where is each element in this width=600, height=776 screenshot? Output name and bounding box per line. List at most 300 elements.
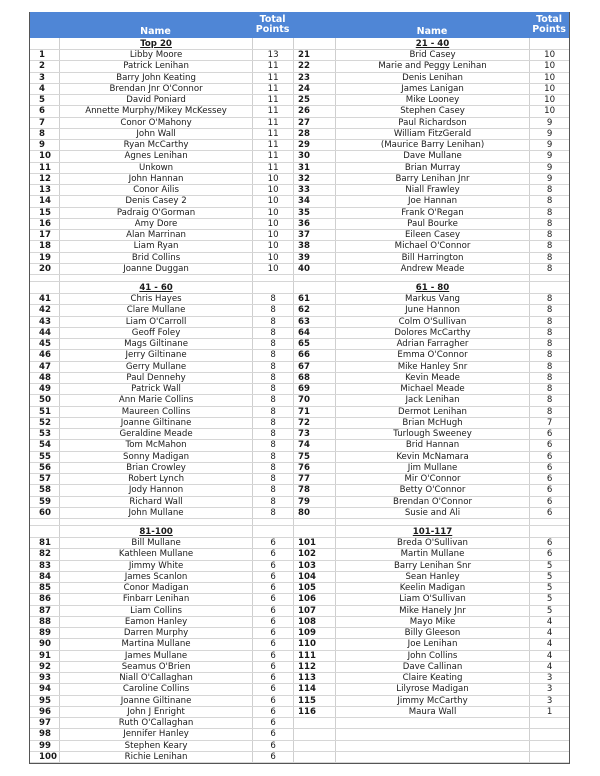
name-cell: Lilyrose Madigan xyxy=(335,684,529,694)
rank-cell: 94 xyxy=(39,684,51,695)
rank-cell: 71 xyxy=(293,407,335,417)
name-cell: Unkown xyxy=(59,163,252,173)
name-cell: James Lanigan xyxy=(335,84,529,94)
points-cell: 8 xyxy=(529,373,569,383)
name-cell: Mir O'Connor xyxy=(335,474,529,484)
points-cell: 8 xyxy=(252,362,293,372)
rank-cell: 53 xyxy=(39,429,51,439)
rank-cell: 82 xyxy=(39,549,51,560)
name-cell: Padraig O'Gorman xyxy=(59,208,252,218)
table-row xyxy=(30,384,569,395)
name-cell: Annette Murphy/Mikey McKessey xyxy=(59,106,252,116)
points-cell: 6 xyxy=(529,497,569,507)
name-cell: Geoff Foley xyxy=(59,328,252,338)
points-cell: 6 xyxy=(529,463,569,473)
empty-cell xyxy=(529,38,569,49)
points-cell xyxy=(529,718,569,728)
points-cell: 11 xyxy=(252,73,293,83)
rank-cell: 78 xyxy=(293,485,335,495)
empty-cell xyxy=(30,526,59,537)
points-cell: 4 xyxy=(529,617,569,627)
name-cell: Bill Mullane xyxy=(59,538,252,548)
leaderboard-table xyxy=(29,12,570,764)
rank-cell: 16 xyxy=(39,218,51,229)
rank-cell: 34 xyxy=(293,196,335,206)
name-cell: James Mullane xyxy=(59,651,252,661)
table-row xyxy=(30,118,569,129)
table-row xyxy=(30,339,569,350)
points-cell: 6 xyxy=(529,440,569,450)
points-cell: 9 xyxy=(529,163,569,173)
name-cell: Michael Meade xyxy=(335,384,529,394)
name-cell: Chris Hayes xyxy=(59,294,252,304)
name-cell: Liam O'Sullivan xyxy=(335,594,529,604)
name-cell xyxy=(335,718,529,728)
name-cell: Brian McHugh xyxy=(335,418,529,428)
table-row xyxy=(30,294,569,305)
header-total-points-2 xyxy=(529,12,569,38)
empty-cell xyxy=(59,519,252,525)
rank-cell: 80 xyxy=(293,508,335,518)
name-cell: Darren Murphy xyxy=(59,628,252,638)
points-cell: 6 xyxy=(252,707,293,717)
name-cell: Kathleen Mullane xyxy=(59,549,252,559)
points-cell xyxy=(529,729,569,739)
name-cell: Ann Marie Collins xyxy=(59,395,252,405)
rank-cell: 59 xyxy=(39,496,51,507)
header-points-line2-2: Points xyxy=(532,23,566,35)
rank-cell: 52 xyxy=(39,417,51,428)
points-cell: 8 xyxy=(252,407,293,417)
name-cell: Brian Murray xyxy=(335,163,529,173)
rank-cell: 74 xyxy=(293,440,335,450)
name-cell: June Hannon xyxy=(335,305,529,315)
points-cell: 10 xyxy=(252,253,293,263)
points-cell: 8 xyxy=(529,219,569,229)
section-title: 101-117 xyxy=(335,526,529,537)
table-row xyxy=(30,140,569,151)
points-cell: 6 xyxy=(252,752,293,762)
table-row xyxy=(30,497,569,508)
points-cell xyxy=(529,752,569,762)
points-cell: 8 xyxy=(252,474,293,484)
points-cell: 11 xyxy=(252,140,293,150)
name-cell: John Collins xyxy=(335,651,529,661)
name-cell: Susie and Ali xyxy=(335,508,529,518)
table-row xyxy=(30,673,569,684)
table-row xyxy=(30,196,569,207)
points-cell: 11 xyxy=(252,129,293,139)
points-cell: 8 xyxy=(252,395,293,405)
rank-cell: 61 xyxy=(293,294,335,304)
empty-cell xyxy=(252,519,293,525)
name-cell: Amy Dore xyxy=(59,219,252,229)
rank-cell: 31 xyxy=(293,163,335,173)
rank-cell: 11 xyxy=(39,162,51,173)
points-cell: 6 xyxy=(252,662,293,672)
rank-cell: 26 xyxy=(293,106,335,116)
table-row xyxy=(30,628,569,639)
rank-cell: 81 xyxy=(39,538,51,548)
name-cell: Barry John Keating xyxy=(59,73,252,83)
name-cell: Conor Madigan xyxy=(59,583,252,593)
name-cell: James Scanlon xyxy=(59,572,252,582)
empty-cell xyxy=(335,275,529,281)
rank-cell: 106 xyxy=(293,594,335,604)
name-cell: Patrick Lenihan xyxy=(59,61,252,71)
points-cell: 8 xyxy=(529,305,569,315)
name-cell: Mayo Mike xyxy=(335,617,529,627)
rank-cell: 20 xyxy=(39,263,51,274)
empty-cell xyxy=(30,282,59,293)
rank-cell: 14 xyxy=(39,196,51,207)
name-cell: Conor Ailis xyxy=(59,185,252,195)
rank-cell: 108 xyxy=(293,617,335,627)
points-cell: 9 xyxy=(529,118,569,128)
points-cell: 11 xyxy=(252,163,293,173)
rank-cell: 113 xyxy=(293,673,335,683)
name-cell: Mags Giltinane xyxy=(59,339,252,349)
rank-cell: 85 xyxy=(39,583,51,593)
rank-cell: 104 xyxy=(293,572,335,582)
name-cell: Finbarr Lenihan xyxy=(59,594,252,604)
header-points-line1-2: Total xyxy=(536,13,563,25)
name-cell: Liam O'Carroll xyxy=(59,317,252,327)
rank-cell xyxy=(293,729,335,739)
name-cell: Mike Hanely Jnr xyxy=(335,606,529,616)
rank-cell: 55 xyxy=(39,451,51,462)
name-cell: Billy Gleeson xyxy=(335,628,529,638)
points-cell: 8 xyxy=(529,350,569,360)
section-title: 81-100 xyxy=(59,526,252,537)
name-cell xyxy=(335,741,529,751)
name-cell: Conor O'Mahony xyxy=(59,118,252,128)
table-row xyxy=(30,253,569,264)
rank-cell: 84 xyxy=(39,571,51,582)
name-cell: (Maurice Barry Lenihan) xyxy=(335,140,529,150)
points-cell: 10 xyxy=(529,95,569,105)
rank-cell: 43 xyxy=(39,316,51,327)
empty-cell xyxy=(252,282,293,293)
name-cell: Mike Looney xyxy=(335,95,529,105)
name-cell xyxy=(335,729,529,739)
name-cell: Clare Mullane xyxy=(59,305,252,315)
points-cell: 6 xyxy=(529,508,569,518)
rank-cell: 90 xyxy=(39,639,51,650)
rank-cell: 101 xyxy=(293,538,335,548)
points-cell: 9 xyxy=(529,140,569,150)
name-cell: Ruth O'Callaghan xyxy=(59,718,252,728)
name-cell: Jimmy McCarthy xyxy=(335,696,529,706)
name-cell: Niall O'Callaghan xyxy=(59,673,252,683)
table-row xyxy=(30,684,569,695)
points-cell: 8 xyxy=(252,373,293,383)
name-cell: Jimmy White xyxy=(59,561,252,571)
points-cell: 8 xyxy=(252,497,293,507)
points-cell: 6 xyxy=(529,485,569,495)
table-row xyxy=(30,185,569,196)
points-cell: 8 xyxy=(529,395,569,405)
table-row xyxy=(30,617,569,628)
empty-cell xyxy=(293,275,335,281)
rank-cell: 27 xyxy=(293,118,335,128)
points-cell: 6 xyxy=(252,729,293,739)
table-row xyxy=(30,463,569,474)
points-cell: 11 xyxy=(252,61,293,71)
rank-cell: 37 xyxy=(293,230,335,240)
points-cell: 8 xyxy=(529,362,569,372)
section-title-row xyxy=(30,526,569,538)
points-cell: 10 xyxy=(252,208,293,218)
header-rank-cell-2 xyxy=(293,12,335,38)
name-cell: Patrick Wall xyxy=(59,384,252,394)
points-cell: 6 xyxy=(252,617,293,627)
section-title-row xyxy=(30,38,569,50)
table-row xyxy=(30,350,569,361)
rank-cell: 35 xyxy=(293,208,335,218)
rank-cell: 89 xyxy=(39,628,51,638)
empty-cell xyxy=(30,519,59,525)
name-cell: Joanne Giltinane xyxy=(59,418,252,428)
empty-cell xyxy=(30,275,59,281)
name-cell: John Hannan xyxy=(59,174,252,184)
points-cell: 6 xyxy=(529,549,569,559)
rank-cell: 17 xyxy=(39,230,51,240)
header-name-2: Name xyxy=(416,26,448,37)
rank-cell: 64 xyxy=(293,328,335,338)
points-cell: 11 xyxy=(252,95,293,105)
name-cell: Bill Harrington xyxy=(335,253,529,263)
table-row xyxy=(30,362,569,373)
points-cell: 4 xyxy=(529,628,569,638)
points-cell: 10 xyxy=(252,196,293,206)
rank-cell: 32 xyxy=(293,174,335,184)
rank-cell: 114 xyxy=(293,684,335,694)
name-cell: Brendan O'Connor xyxy=(335,497,529,507)
rank-cell: 23 xyxy=(293,73,335,83)
name-cell: Denis Casey 2 xyxy=(59,196,252,206)
section-title: 41 - 60 xyxy=(59,282,252,293)
name-cell: Liam Ryan xyxy=(59,241,252,251)
header-rank-cell xyxy=(30,12,59,38)
rank-cell: 49 xyxy=(39,384,51,394)
table-row xyxy=(30,129,569,140)
empty-cell xyxy=(252,526,293,537)
name-cell: Dave Callinan xyxy=(335,662,529,672)
name-cell: Jennifer Hanley xyxy=(59,729,252,739)
points-cell: 8 xyxy=(252,485,293,495)
empty-cell xyxy=(529,526,569,537)
points-cell: 10 xyxy=(529,84,569,94)
rank-cell: 10 xyxy=(39,151,51,162)
points-cell: 13 xyxy=(252,50,293,60)
rank-cell: 109 xyxy=(293,628,335,638)
table-row xyxy=(30,606,569,617)
points-cell: 8 xyxy=(529,253,569,263)
points-cell: 8 xyxy=(252,328,293,338)
section-title: Top 20 xyxy=(59,38,252,49)
points-cell: 6 xyxy=(252,651,293,661)
table-row xyxy=(30,317,569,328)
name-cell: Martin Mullane xyxy=(335,549,529,559)
name-cell: Brian Crowley xyxy=(59,463,252,473)
name-cell: Brid Casey xyxy=(335,50,529,60)
name-cell: Breda O'Sullivan xyxy=(335,538,529,548)
name-cell: Ryan McCarthy xyxy=(59,140,252,150)
rank-cell: 3 xyxy=(39,72,45,83)
name-cell: Frank O'Regan xyxy=(335,208,529,218)
rank-cell: 103 xyxy=(293,561,335,571)
name-cell: Brendan Jnr O'Connor xyxy=(59,84,252,94)
rank-cell: 98 xyxy=(39,729,51,740)
rank-cell: 5 xyxy=(39,95,45,105)
name-cell: Turlough Sweeney xyxy=(335,429,529,439)
rank-cell: 93 xyxy=(39,673,51,683)
points-cell: 6 xyxy=(252,572,293,582)
points-cell: 6 xyxy=(252,628,293,638)
points-cell: 8 xyxy=(529,407,569,417)
empty-cell xyxy=(252,38,293,49)
table-row xyxy=(30,407,569,418)
rank-cell: 13 xyxy=(39,185,51,195)
points-cell: 8 xyxy=(252,440,293,450)
points-cell: 6 xyxy=(252,594,293,604)
rank-cell: 100 xyxy=(39,751,57,762)
name-cell: Andrew Meade xyxy=(335,264,529,274)
rank-cell: 99 xyxy=(39,740,51,751)
rank-cell: 48 xyxy=(39,372,51,383)
name-cell: John J Enright xyxy=(59,707,252,717)
points-cell: 8 xyxy=(252,384,293,394)
points-cell: 9 xyxy=(529,174,569,184)
table-row xyxy=(30,538,569,549)
name-cell: John Wall xyxy=(59,129,252,139)
table-row xyxy=(30,50,569,61)
rank-cell: 96 xyxy=(39,706,51,717)
name-cell: Paul Bourke xyxy=(335,219,529,229)
rank-cell xyxy=(293,752,335,762)
points-cell: 8 xyxy=(252,350,293,360)
table-row xyxy=(30,241,569,252)
header-name: Name xyxy=(140,26,171,37)
points-cell: 10 xyxy=(252,219,293,229)
points-cell: 6 xyxy=(252,741,293,751)
table-row xyxy=(30,561,569,572)
points-cell: 6 xyxy=(252,583,293,593)
name-cell: Betty O'Connor xyxy=(335,485,529,495)
rank-cell: 15 xyxy=(39,207,51,218)
table-row xyxy=(30,219,569,230)
points-cell: 8 xyxy=(252,429,293,439)
name-cell: Agnes Lenihan xyxy=(59,151,252,161)
table-row xyxy=(30,752,569,763)
points-cell: 6 xyxy=(529,474,569,484)
rank-cell: 67 xyxy=(293,362,335,372)
points-cell: 5 xyxy=(529,583,569,593)
points-cell: 6 xyxy=(252,684,293,694)
points-cell: 6 xyxy=(252,696,293,706)
rank-cell: 58 xyxy=(39,485,51,496)
points-cell: 8 xyxy=(252,317,293,327)
points-cell: 10 xyxy=(529,73,569,83)
points-cell: 6 xyxy=(529,538,569,548)
rank-cell: 47 xyxy=(39,361,51,372)
rank-cell: 19 xyxy=(39,252,51,263)
points-cell: 8 xyxy=(252,305,293,315)
rank-cell: 87 xyxy=(39,605,51,616)
rank-cell: 86 xyxy=(39,594,51,605)
points-cell: 6 xyxy=(252,538,293,548)
table-row xyxy=(30,508,569,519)
rank-cell: 24 xyxy=(293,84,335,94)
table-row xyxy=(30,741,569,752)
rank-cell: 102 xyxy=(293,549,335,559)
points-cell: 6 xyxy=(252,561,293,571)
points-cell: 8 xyxy=(529,196,569,206)
name-cell: Barry Lenihan Snr xyxy=(335,561,529,571)
rank-cell: 33 xyxy=(293,185,335,195)
points-cell: 6 xyxy=(529,452,569,462)
table-row xyxy=(30,583,569,594)
rank-cell: 29 xyxy=(293,140,335,150)
points-cell: 7 xyxy=(529,418,569,428)
header-points-line1: Total xyxy=(259,13,286,25)
rank-cell: 112 xyxy=(293,662,335,672)
points-cell: 11 xyxy=(252,151,293,161)
name-cell: Stephen Keary xyxy=(59,741,252,751)
table-header xyxy=(30,12,569,38)
rank-cell: 62 xyxy=(293,305,335,315)
rank-cell: 57 xyxy=(39,474,51,484)
rank-cell: 4 xyxy=(39,83,45,94)
points-cell: 8 xyxy=(252,508,293,518)
table-row xyxy=(30,729,569,740)
table-row xyxy=(30,440,569,451)
rank-cell: 107 xyxy=(293,606,335,616)
rank-cell: 50 xyxy=(39,395,51,406)
points-cell: 8 xyxy=(529,208,569,218)
rank-cell: 77 xyxy=(293,474,335,484)
table-row xyxy=(30,84,569,95)
points-cell: 8 xyxy=(529,264,569,274)
points-cell: 6 xyxy=(252,673,293,683)
points-cell: 8 xyxy=(252,463,293,473)
table-row xyxy=(30,174,569,185)
rank-cell: 116 xyxy=(293,707,335,717)
points-cell: 10 xyxy=(252,185,293,195)
rank-cell: 41 xyxy=(39,294,51,304)
name-cell: David Poniard xyxy=(59,95,252,105)
name-cell: Paul Richardson xyxy=(335,118,529,128)
rank-cell: 97 xyxy=(39,718,51,728)
table-row xyxy=(30,95,569,106)
table-row xyxy=(30,485,569,496)
points-cell: 5 xyxy=(529,561,569,571)
points-cell: 4 xyxy=(529,651,569,661)
rank-cell: 28 xyxy=(293,129,335,139)
points-cell: 8 xyxy=(252,452,293,462)
section-spacer xyxy=(30,275,569,282)
table-row xyxy=(30,208,569,219)
name-cell: Michael O'Connor xyxy=(335,241,529,251)
points-cell: 6 xyxy=(252,549,293,559)
rank-cell: 115 xyxy=(293,696,335,706)
points-cell: 3 xyxy=(529,673,569,683)
name-cell: Caroline Collins xyxy=(59,684,252,694)
points-cell: 8 xyxy=(529,339,569,349)
header-total-points xyxy=(252,12,293,38)
rank-cell: 8 xyxy=(39,128,45,139)
